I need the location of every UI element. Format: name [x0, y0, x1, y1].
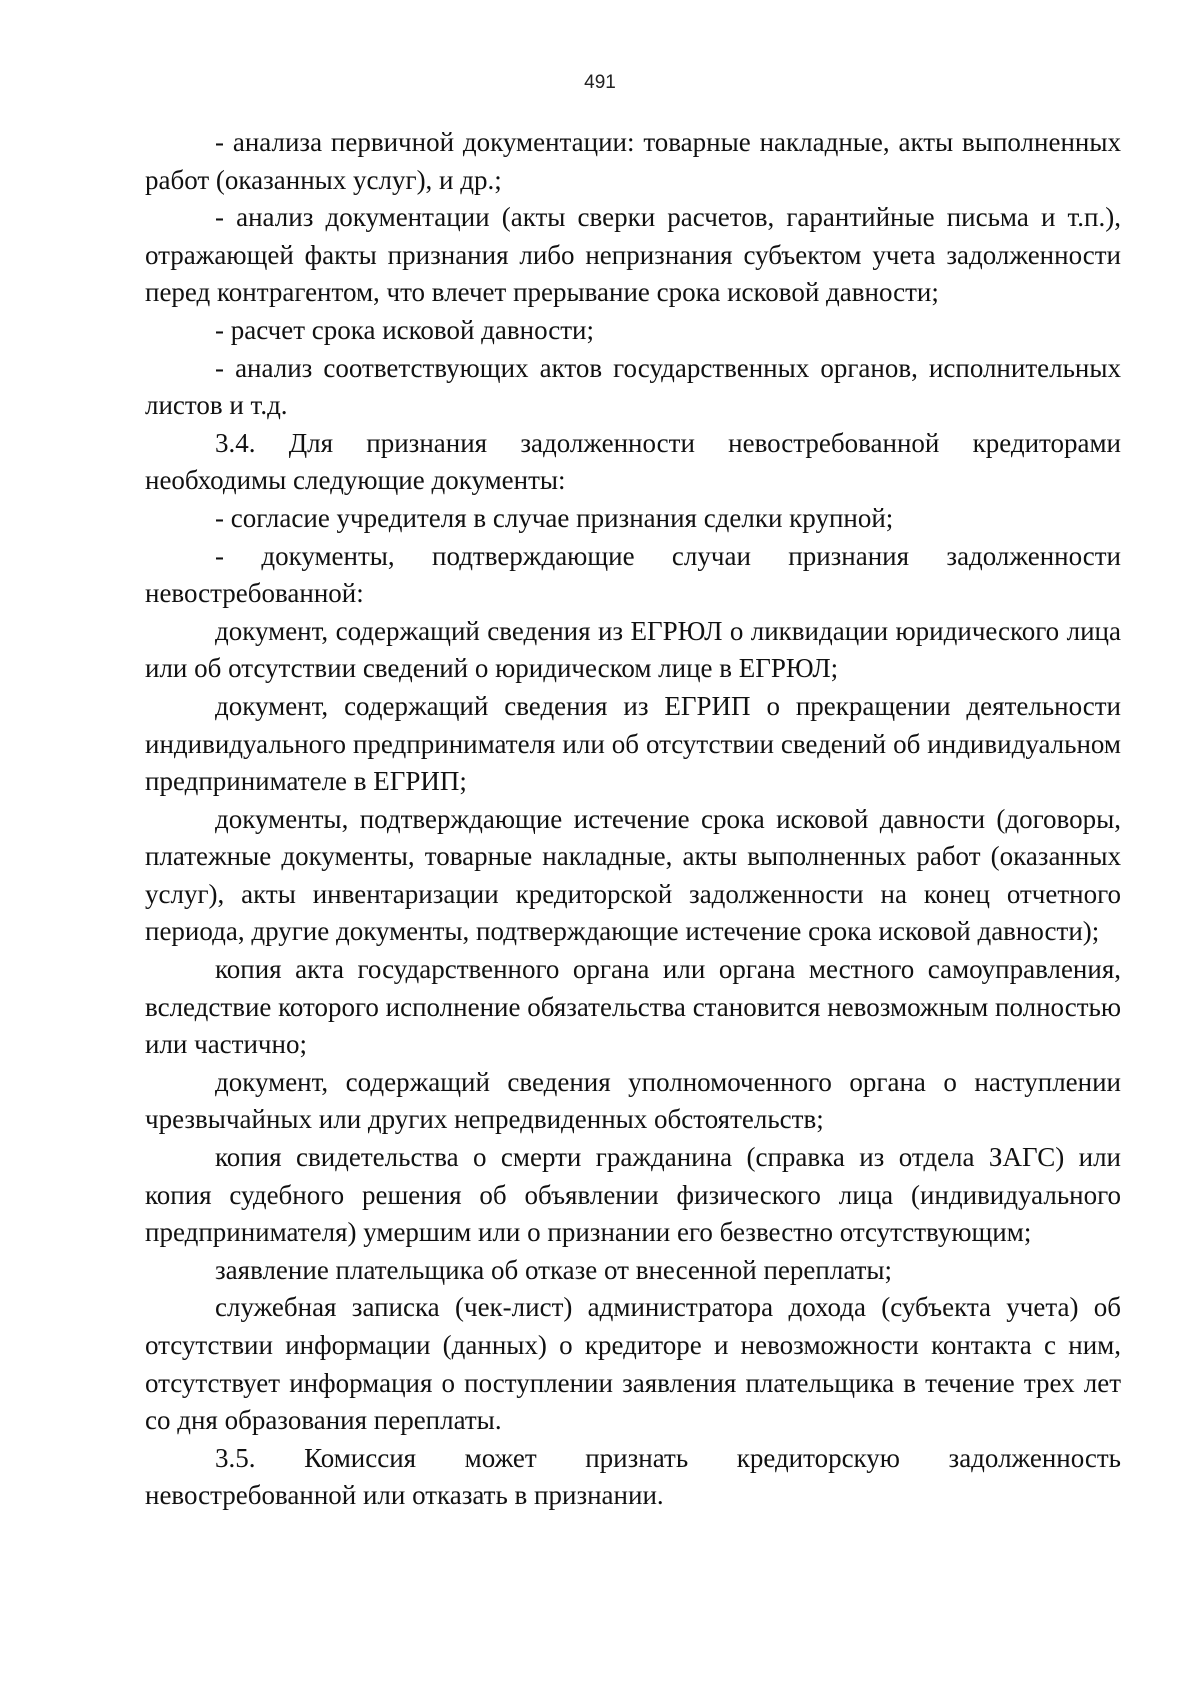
- paragraph-service-note: служебная записка (чек-лист) администратора дохода (субъекта учета) об отсутствии информации (данных) о кредиторе и невозможности контакта с ним, отсутствует информация о поступлении заявления плательщика в течение трех лет со дня образования переплаты.: [145, 1292, 1121, 1436]
- page-number: 491: [584, 72, 616, 93]
- paragraph-confirming-documents: - документы, подтверждающие случаи признания задолженности невостребованной:: [145, 540, 1121, 609]
- paragraph-egrip-document: документ, содержащий сведения из ЕГРИП о прекращении деятельности индивидуального предпринимателя или об отсутствии сведений об индивидуальном предпринимателе в ЕГРИП;: [145, 690, 1121, 797]
- paragraph-limitation-calculation: - расчет срока исковой давности;: [215, 314, 594, 345]
- paragraph-egrul-document: документ, содержащий сведения из ЕГРЮЛ о ликвидации юридического лица или об отсутствии сведений о юридическом лице в ЕГРЮЛ;: [145, 615, 1121, 684]
- document-body: [145, 124, 1121, 1515]
- paragraph-state-act-copy: копия акта государственного органа или органа местного самоуправления, вследствие которого исполнение обязательства становится невозможным полностью или частично;: [145, 954, 1121, 1060]
- paragraph-death-certificate: копия свидетельства о смерти гражданина (справка из отдела ЗАГС) или копия судебного решения об объявлении физического лица (индивидуального предпринимателя) умершим или о признании его безвестно отсутствующим;: [145, 1142, 1121, 1248]
- paragraph-section-3-5: 3.5. Комиссия может признать кредиторскую задолженность невостребованной или отказать в признании.: [145, 1442, 1121, 1511]
- paragraph-founder-consent: - согласие учредителя в случае признания сделки крупной;: [215, 502, 894, 533]
- paragraph-emergency-document: документ, содержащий сведения уполномоченного органа о наступлении чрезвычайных или других непредвиденных обстоятельств;: [145, 1066, 1121, 1135]
- paragraph-docs-analysis: - анализ документации (акты сверки расчетов, гарантийные письма и т.п.), отражающей факты признания либо непризнания субъектом учета задолженности перед контрагентом, что влечет прерывание срока исковой давности;: [145, 202, 1121, 308]
- paragraph-state-acts-analysis: - анализ соответствующих актов государственных органов, исполнительных листов и т.д.: [145, 352, 1121, 421]
- paragraph-overpayment-waiver: заявление плательщика об отказе от внесенной переплаты;: [215, 1254, 893, 1285]
- paragraph-section-3-4: 3.4. Для признания задолженности невостребованной кредиторами необходимы следующие документы:: [145, 427, 1121, 496]
- paragraph-primary-docs-analysis: - анализа первичной документации: товарные накладные, акты выполненных работ (оказанных услуг), и др.;: [145, 127, 1121, 195]
- paragraph-limitation-expiry-documents: документы, подтверждающие истечение срока исковой давности (договоры, платежные документы, товарные накладные, акты выполненных работ (оказанных услуг), акты инвентаризации кредиторской задолженности на конец отчетного периода, другие документы, подтверждающие истечение срока исковой давности);: [145, 803, 1121, 947]
